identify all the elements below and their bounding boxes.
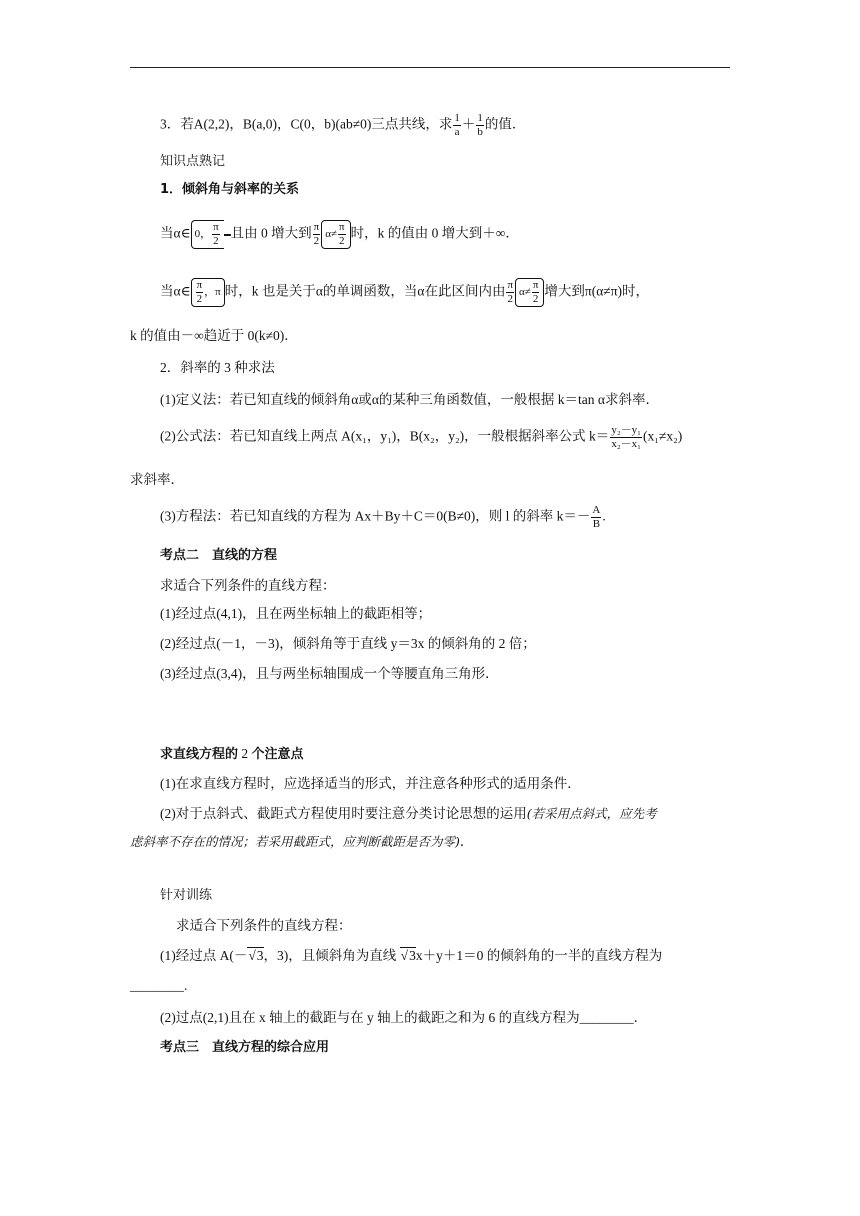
training-1-blank: ________. (130, 978, 188, 993)
header-rule (130, 67, 730, 68)
para-1: 当α∈ 0， $\frac{\pi}{2}$ 且由 0 增大到 $\frac{\pi}{2}$ α≠ $\frac{\pi}{2}$ 时，k 的值由 0 增大到＋∞． (160, 221, 519, 247)
training-title: 针对训练 (160, 888, 213, 903)
note-2: (2)对于点斜式、截距式方程使用时要注意分类讨论思想的运用(若采用点斜式，应先考 (160, 806, 657, 821)
section-kaodian-2: 考点二 直线的方程 (160, 548, 278, 563)
note-2-cont: 虑斜率不存在的情况；若采用截距式，应判断截距是否为零)． (130, 834, 474, 849)
method-2: (2)公式法：若已知直线上两点 A(x₁，y₁)，B(x₂，y₂)，一般根据斜率公式 k＝ $\frac{\text{y₂－y₁}}{\text{x₂－x₁}}$ (x₁≠x₂) (160, 424, 683, 450)
heading-1: 1．倾斜角与斜率的关系 (160, 182, 300, 197)
training-1: (1)经过点 A(－√ 3，3)，且倾斜角为直线 √ 3x＋y＋1＝0 的倾斜角的一半的直线方程为 (130, 946, 760, 966)
notes-title: 求直线方程的 2 个注意点 (160, 746, 304, 762)
question-3: 3．若A(2,2)，B(a,0)，C(0，b)(ab≠0)三点共线，求 $\frac{1}{a}$ ＋ $\frac{1}{b}$ 的值． (160, 112, 526, 138)
method-3: (3)方程法：若已知直线的方程为 Ax＋By＋C＝0(B≠0)，则 l 的斜率 k＝－ $\frac{A}{B}$ . (160, 504, 606, 530)
note-1: (1)在求直线方程时，应选择适当的形式，并注意各种形式的适用条件． (160, 776, 581, 791)
k2-item-1: (1)经过点(4,1)，且在两坐标轴上的截距相等； (160, 606, 432, 621)
para-2: 当α∈ $\frac{\pi}{2}$ ，π 时，k 也是关于α的单调函数，当α在此区间内由 $\frac{\pi}{2}$ α≠ $\frac{\pi}{2}$ 增大到π(α≠π)时， (160, 279, 650, 305)
k2-item-2: (2)经过点(－1，－3)，倾斜角等于直线 y＝3x 的倾斜角的 2 倍； (160, 636, 536, 651)
method-1: (1)定义法：若已知直线的倾斜角α或α的某种三角函数值，一般根据 k＝tan α求斜率． (160, 392, 659, 407)
training-question: 求适合下列条件的直线方程： (176, 918, 352, 933)
section-kaodian-3: 考点三 直线方程的综合应用 (160, 1040, 330, 1055)
para-2-cont: k 的值由－∞趋近于 0(k≠0)． (130, 328, 298, 343)
heading-2: 2．斜率的 3 种求法 (160, 360, 275, 375)
k2-item-3: (3)经过点(3,4)，且与两坐标轴围成一个等腰直角三角形． (160, 666, 499, 681)
section-knowledge: 知识点熟记 (160, 154, 226, 169)
method-2-cont: 求斜率． (130, 472, 184, 487)
training-2: (2)过点(2,1)且在 x 轴上的截距与在 y 轴上的截距之和为 6 的直线方程为________． (160, 1010, 648, 1025)
k2-question: 求适合下列条件的直线方程： (160, 578, 336, 593)
